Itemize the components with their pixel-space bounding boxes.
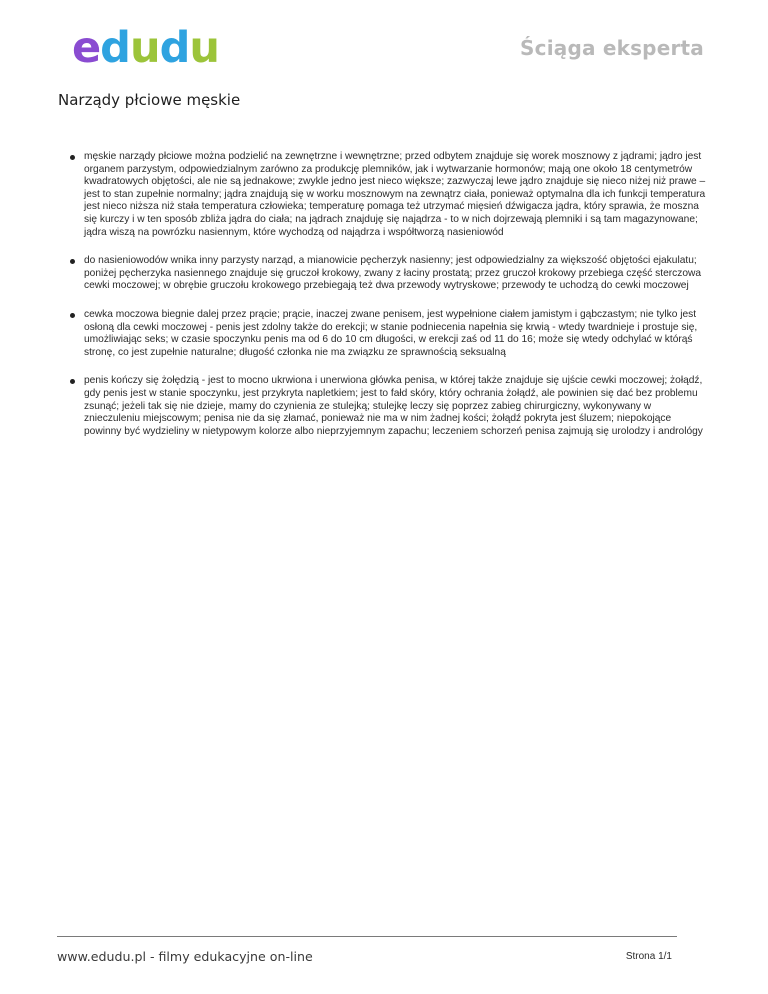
bullet-dot-icon — [70, 379, 75, 384]
logo-letter: d — [100, 23, 130, 73]
list-item-text: penis kończy się żołędzią - jest to mocno ukrwiona i unerwiona główka penisa, w której także znajduje się ujście cewki moczowej; żołądź, gdy penis jest w stanie spoczynku, jest przykryta napletkiem; jest to fałd skóry, który ochrania żołądź, ale powinien się dać bez problemu zsunąć; jeżeli tak się nie dzieje, mamy do czynienia ze stulejką; stulejkę leczy się poprzez zabieg chirurgiczny, wykonywany w znieczuleniu miejscowym; penisa nie da się złamać, ponieważ nie ma w nim żadnej kości; żołądź pokryta jest śluzem; niepokojące powinny być wydzieliny w nietypowym kolorze albo nieprzyjemnym zapachu; leczeniem schorzeń penisa zajmują się urolodzy i andrológy — [84, 375, 703, 437]
logo-letter: d — [159, 23, 190, 73]
header-tagline: Ściąga eksperta — [520, 36, 704, 60]
logo-letter: u — [129, 23, 160, 73]
footer-site-link[interactable]: www.edudu.pl - filmy edukacyjne on-line — [57, 949, 313, 964]
bullet-dot-icon — [70, 259, 75, 264]
list-item-text: męskie narządy płciowe można podzielić na zewnętrzne i wewnętrzne; przed odbytem znajduje się worek mosznowy z jądrami; jądro jest organem parzystym, odpowiedzialnym zarówno za produkcję plemników, jak i wytwarzanie hormonów; mają one około 18 centymetrów kwadratowych objętości, ale nie są jednakowe; zwykle jedno jest nieco większe; zazwyczaj lewe jądro znajduje się nieco niżej niż prawe – jest to stan zupełnie normalny; jądra znajdują się w worku mosznowym na zewnątrz ciała, ponieważ optymalna dla ich funkcji temperatura jest nieco niższa niż stała temperatura człowieka; temperaturę pomaga też utrzymać mięsień dźwigacza jądra, który sprawia, że moszna się kurczy i w ten sposób zbliża jądra do ciała; na jądrach znajduję się najądrza - to w nich dojrzewają plemniki i są tam magazynowane; jądra wiszą na powrózku nasiennym, które wychodzą od najądrza i współtworzą nasieniowód — [84, 151, 706, 238]
logo-letter: u — [189, 23, 219, 73]
list-item — [70, 375, 710, 438]
bullet-dot-icon — [70, 155, 75, 160]
list-item-text: cewka moczowa biegnie dalej przez prącie; prącie, inaczej zwane penisem, jest wypełnione ciałem jamistym i gąbczastym; nie tylko jest osłoną dla cewki moczowej - penis jest zdolny także do erekcji; w stanie podniecenia napełnia się krwią - wtedy twardnieje i prostuje się, umożliwiając seks; w czasie spoczynku penis ma od 6 do 10 cm długości, w erekcji zaś od 11 do 16; może się wtedy odchylać w którąś stronę, co jest zupełnie naturalne; długość członka nie ma związku ze sprawnością seksualną — [84, 308, 698, 358]
edudu-logo — [72, 23, 219, 73]
list-item-text: do nasieniowodów wnika inny parzysty narząd, a mianowicie pęcherzyk nasienny; jest odpowiedzialny za większość objętości ejakulatu; poniżej pęcherzyka nasiennego znajduje się gruczoł krokowy, zwany z łaciny prostatą; przez gruczoł krokowy przebiega część sterczowa cewki moczowej; w obrębie gruczołu krokowego przebiegają też dwa przewody wytryskowe; przewody te uchodzą do cewki moczowej — [84, 255, 702, 292]
list-item — [70, 309, 710, 359]
bullet-dot-icon — [70, 313, 75, 318]
document-title: Narządy płciowe męskie — [58, 91, 241, 109]
bullet-list — [70, 151, 710, 454]
page-number: Strona 1/1 — [625, 951, 672, 962]
footer-divider — [57, 936, 677, 937]
logo-letter: e — [72, 23, 101, 73]
list-item — [70, 151, 710, 239]
list-item — [70, 255, 710, 293]
